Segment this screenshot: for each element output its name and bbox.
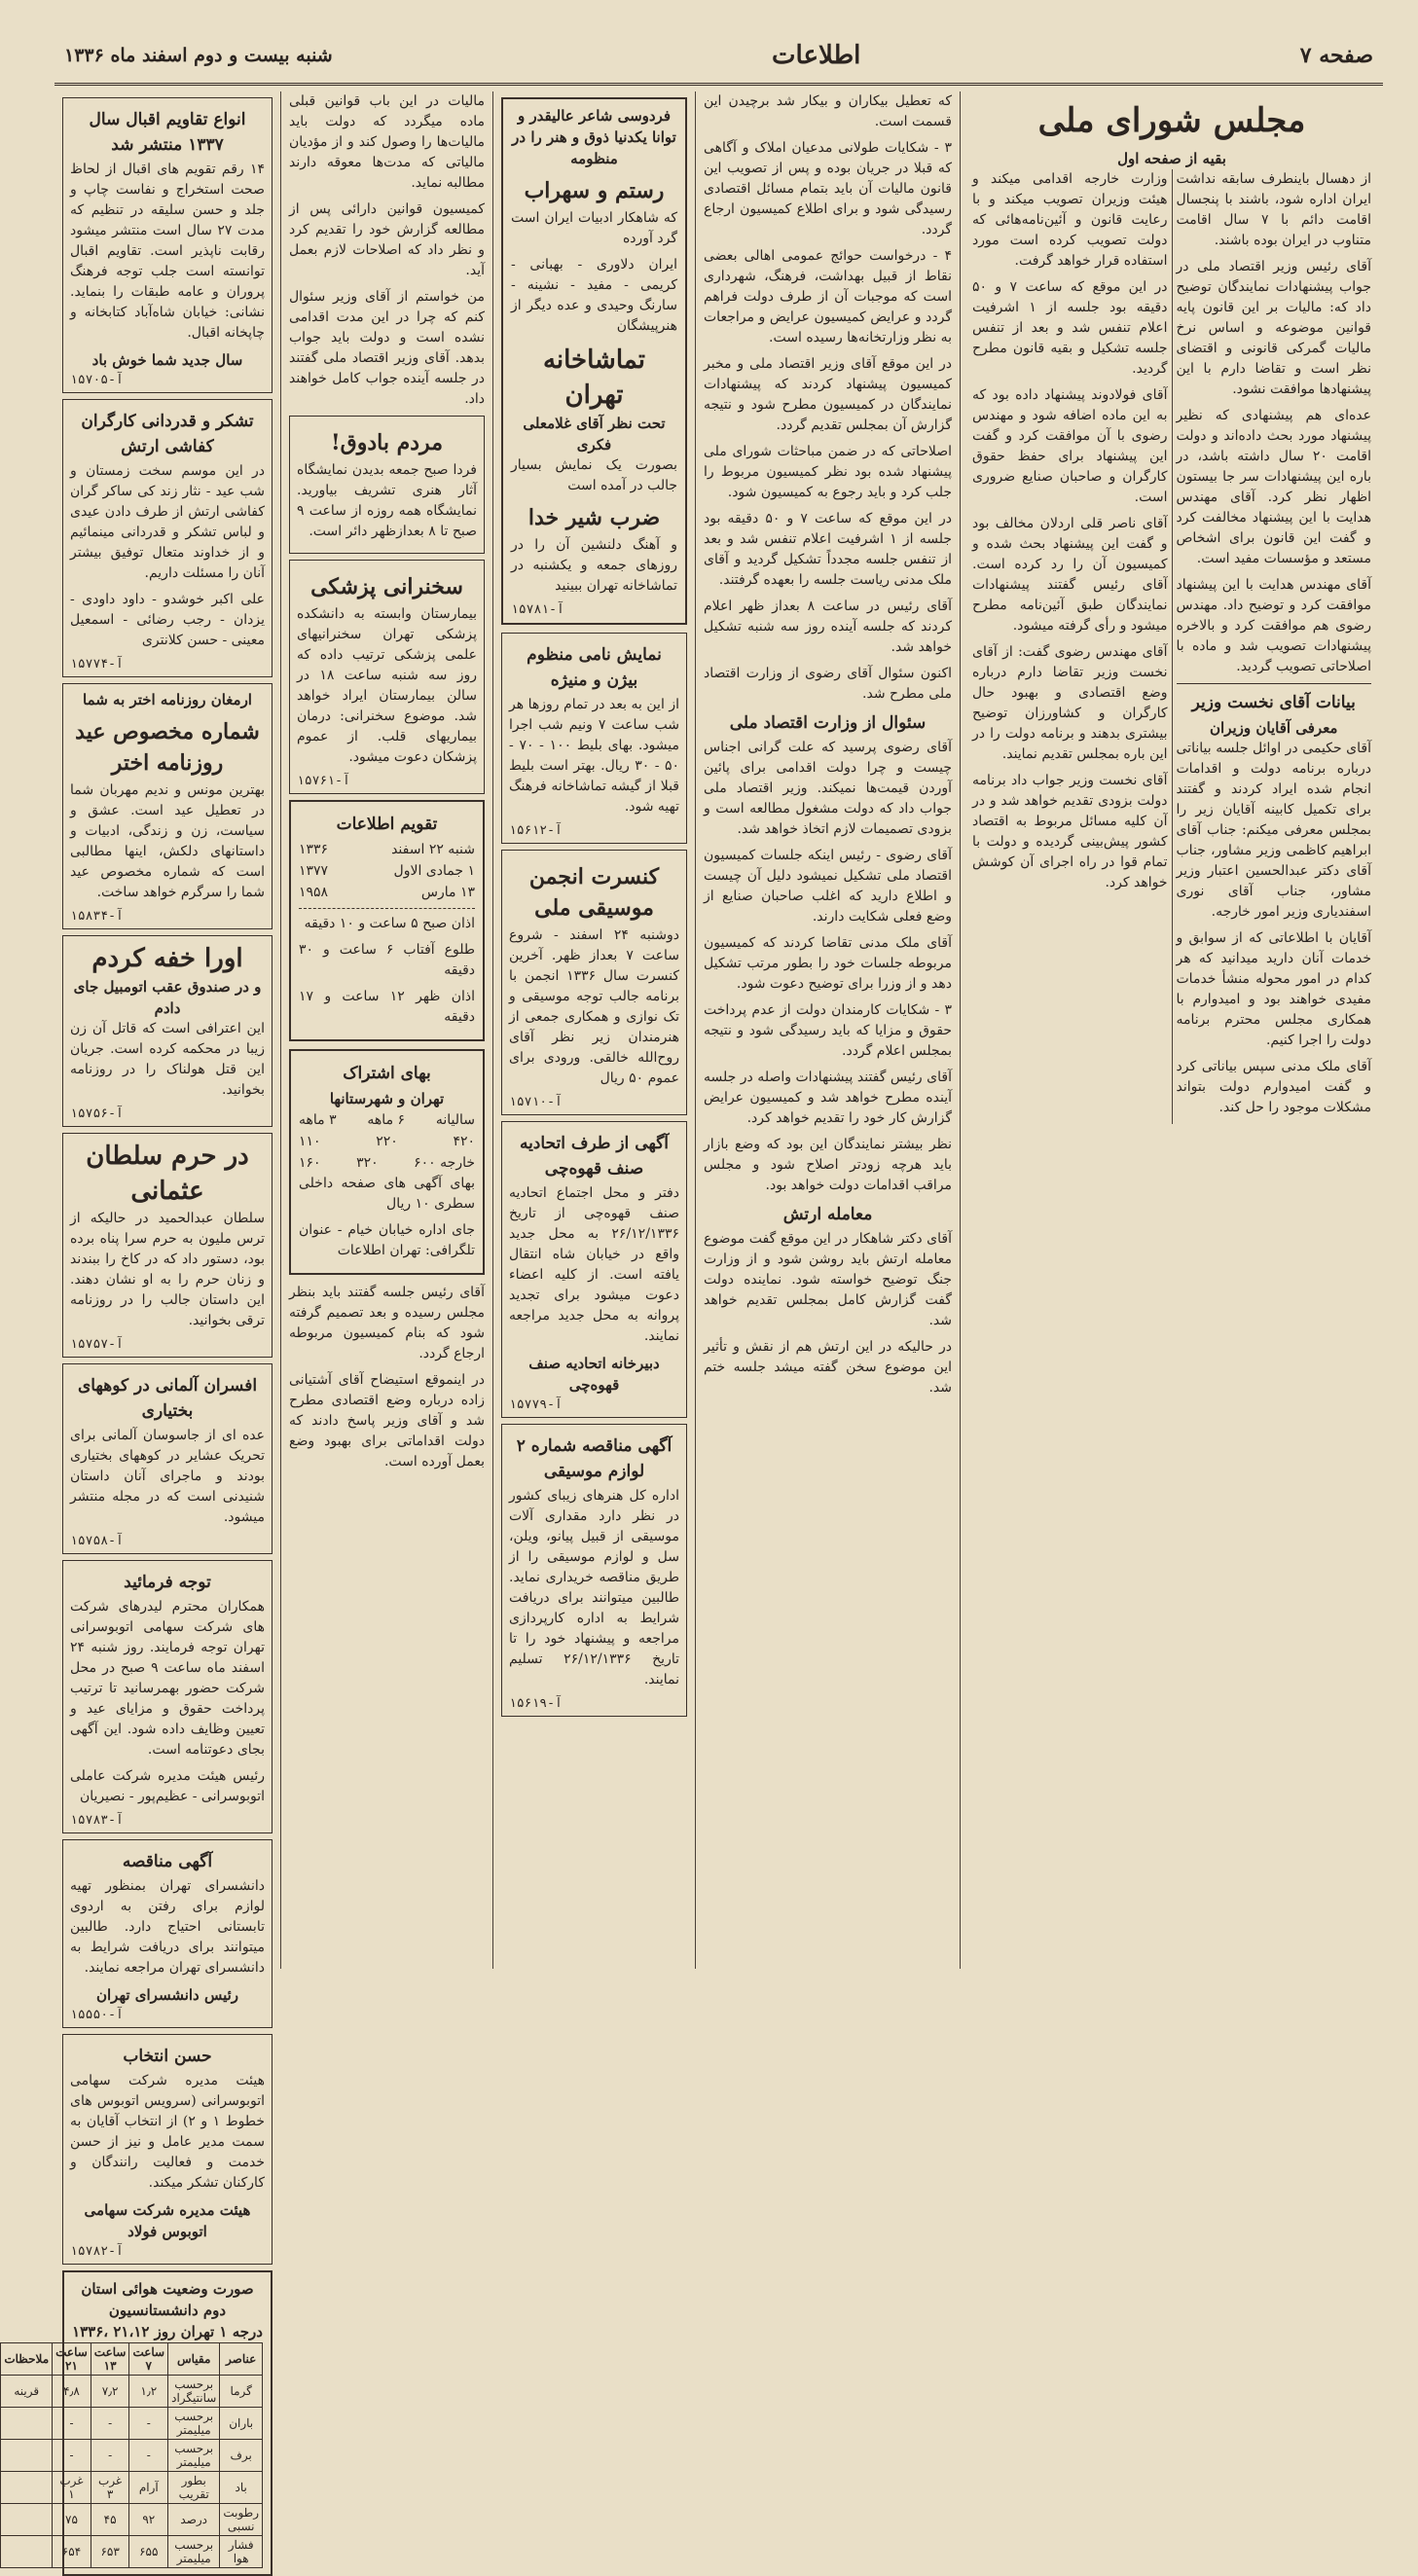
prayer-time: اذان ظهر ۱۲ ساعت و ۱۷ دقیقه [299,989,475,1025]
article-paragraph: آقای رئیس در ساعت ۸ بعداز ظهر اعلام کردند که جلسه آینده روز سه شنبه تشکیل خواهد شد. [704,599,952,655]
officers-story-body: عده ای از جاسوسان آلمانی برای تحریک عشایر در کوههای بختیاری بودند و ماجرای آنان داستان شنیدنی است که در مجله منتشر میشود. [70,1428,265,1525]
theater-ad-line: فردوسی شاعر عالیقدر و توانا یکدنیا ذوق و هنر را در منظومه [512,107,676,167]
weather-cell: - [91,2408,129,2440]
weather-cell: ۷٫۲ [91,2376,129,2408]
weather-header: مقیاس [168,2343,220,2376]
weather-cell [1,2536,53,2568]
weather-report [4,2270,273,2576]
attention-ad-body: همکاران محترم لیدرهای شرکت های شرکت سهامی اتوبوسرانی تهران توجه فرمایند. روز شنبه ۲۴ اسفند ماه ساعت ۹ صبح در محل شرکت حضور بهمرسانید تا ترتیب پرداخت حقوق و مزایای عید و تعیین وظایف داده شود. این آگهی بجای دعوتنامه است. [70,1599,265,1758]
price-row [299,1152,475,1174]
play-ad-title: نمایش نامی منظوم بیژن و منیژه [527,645,662,690]
tender-ad-title: آگهی مناقصه [122,1852,213,1871]
columns [4,91,1383,2565]
eid-ad-line: ارمغان روزنامه اختر به شما [83,691,252,708]
weather-cell [1,2504,53,2536]
officers-story-ad [62,1363,273,1554]
subscription-subtitle: تهران و شهرستانها [329,1090,445,1107]
ad-code: آ-۱۵۷۸۳ [70,1813,124,1828]
ad-code: آ-۱۵۷۷۹ [509,1397,563,1412]
weather-header: ساعت ۷ [129,2343,168,2376]
article-paragraph: ۳ - شکایات طولانی مدعیان املاک و آگاهی که قبلا در جریان بوده و پس از تصویب این قانون مالیات آن باید بتمام مسائل اقتصادی رسیدگی شود و برای اطلاع کمیسیون ارجاع گردد. [704,140,952,237]
column-misc [280,91,492,1969]
attention-ad-title: توجه فرمائید [124,1573,211,1592]
weather-cell: - [91,2440,129,2472]
price-cell: ۳۲۰ [356,1155,379,1171]
weather-row [1,2472,263,2504]
article-paragraph: آقای دکتر شاهکار در این موقع گفت موضوع معامله ارتش باید روشن شود و از وزارت جنگ توضیح خواسته شود. نماینده دولت گفت گزارش کامل بمجلس تقدیم خواهد شد. [704,1231,952,1328]
tender-ad-sign: رئیس دانشسرای تهران [95,1986,239,2004]
lecture-body: بیمارستان وابسته به دانشکده پزشکی تهران سخنرانیهای علمی پزشکی ترتیب داده که روز سه شنبه ساعت ۱۸ در سالن بیمارستان ایراد خواهد شد. موضوع سخنرانی: درمان بیماریهای قلب. از عموم پزشکان دعوت میشود. [297,606,477,765]
price-cell: ۶ ماهه [367,1112,406,1128]
weather-header: عناصر [220,2343,263,2376]
notice-ad-body: هیئت مدیره شرکت سهامی اتوبوسرانی (سرویس اتوبوس های خطوط ۱ و ۲) از انتخاب آقایان به سمت مدیر عامل و نیز از حسن خدمت و فعالیت رانندگان و کارکنان تشکر میکند. [70,2073,265,2191]
theater-ad-line: که شاهکار ادبیات ایران است گرد آورده [511,210,677,246]
eid-issue-ad [62,683,273,929]
article-paragraph: آقای فولادوند پیشنهاد داده بود که به این ماده اضافه شود و مهندس رضوی با آن موافقت کرد و گفت این پیشنهاد برای حفظ حقوق کارگران و صاحبان صنایع ضروری است. [972,387,1168,505]
article-paragraph: که تعطیل بیکاران و بیکار شد برچیدن این قسمت است. [704,93,952,129]
price-cell: ۴۲۰ [453,1134,475,1149]
weather-cell: - [53,2408,91,2440]
weather-header: ساعت ۱۳ [91,2343,129,2376]
calendar-date: ۱ جمادی الاول [393,863,475,879]
calendar-publisher-ad [62,97,273,393]
exhibition-title: مردم بادوق! [331,430,443,455]
ad-code: آ-۱۵۷۸۲ [70,2244,124,2259]
weather-cell: باران [220,2408,263,2440]
article-paragraph: آقای نخست وزیر جواب داد برنامه دولت بزودی تقدیم خواهد شد و در آن کلیه مسائل مربوط به اقتصاد کشور پیش‌بینی گردیده و دولت با تمام قوا در راه اجرای آن کوشش خواهد کرد. [972,773,1168,890]
crime-story-title: اورا خفه کردم [91,944,243,973]
weather-cell: قرینه [1,2376,53,2408]
calendar-year: ۱۳۷۷ [299,863,329,879]
office-address: جای اداره خیابان خیام - عنوان تلگرافی: تهران اطلاعات [299,1222,475,1258]
subscription-title: بهای اشتراک [343,1064,431,1083]
weather-cell: باد [220,2472,263,2504]
attention-ad-sign: رئیس هیئت مدیره شرکت عاملی اتوبوسرانی - عظیم‌پور - نصیریان [70,1768,265,1804]
weather-cell [1,2440,53,2472]
theater-ad-line: بصورت یک نمایش بسیار جالب در آمده است [511,457,677,493]
ad-code: آ-۱۵۸۳۴ [70,909,124,924]
weather-cell: ۴٫۸ [53,2376,91,2408]
ad-code: آ-۱۵۷۵۷ [70,1337,124,1352]
harem-story-body: سلطان عبدالحمید در حالیکه از ترس ملیون به حرم سرا پناه برده بود، دستور داد که در کاخ را ببندند و زنان حرم را به او نشان دهند. این داستان جالب را در روزنامه ترقی بخوانید. [70,1211,265,1328]
price-cell: ۲۲۰ [376,1134,398,1149]
weather-title: صورت وضعیت هوائی استان دوم دانشستانسیون [81,2280,254,2319]
calendar-row [299,839,475,860]
exhibition-body: فردا صبح جمعه بدیدن نمایشگاه آثار هنری تشریف بیاورید. نمایشگاه همه روزه از ساعت ۹ صبح تا ۸ بعدازظهر دائر است. [297,462,477,539]
crime-story-ad [62,935,273,1127]
weather-header-row [1,2343,263,2376]
article-paragraph: آقای مهندس رضوی گفت: از آقای نخست وزیر تقاضا دارم درباره وضع اقتصادی و بهبود حال کارگران و کشاورزان توضیح بیشتری بدهند و برنامه دولت را در این باره بمجلس تقدیم نمایند. [972,644,1168,762]
article-paragraph: در این موقع آقای وزیر اقتصاد ملی و مخبر کمیسیون پیشنهاد کردند که پیشنهادات نمایندگان در کمیسیون مطرح شود و نتیجه گزارش آن بمجلس تقدیم گردد. [704,356,952,433]
column-ads [4,91,280,2565]
column-parliament [960,91,1383,1969]
article-paragraph: در اینموقع استیضاح آقای آشتیانی زاده درباره وضع اقتصادی مطرح شد و آقای وزیر پاسخ دادند که دولت اقداماتی برای بهبود وضع بعمل آورده است. [289,1372,485,1469]
theater-director: تحت نظر آقای غلامعلی فکری [523,415,666,454]
weather-row [1,2536,263,2568]
column-continued [695,91,960,1969]
weather-cell: ۶۵۴ [53,2536,91,2568]
article-paragraph: مالیات در این باب قوانین قبلی ماده میگردد که دولت باید مالیات‌ها را وصول کند و از مؤدیان مالیاتی که مدت‌ها معوقه دارند مطالبه نماید. [289,93,485,191]
article-paragraph: آقای رضوی - رئیس اینکه جلسات کمیسیون اقتصاد ملی تشکیل نمیشود دلیل آن چیست و اطلاع دارید که اغلب صاحبان صنایع از وضع فعلی شکایت دارند. [704,848,952,925]
article-paragraph: آقای رئیس وزیر اقتصاد ملی در جواب پیشنهادات نمایندگان توضیح داد که: مالیات بر این قانون پایه قوانین موضوعه و اساس نرخ مالیات گمرکی قانونی و اقتضای نظر است و تقاضا دارم با این پیشنهادها موافقت نشود. [1176,259,1371,397]
masthead [55,27,1383,86]
ad-code: آ-۱۵۵۵۰ [70,2008,124,2022]
weather-cell: برحسب میلیمتر [168,2408,220,2440]
play-title: ضرب شیر خدا [527,505,661,530]
weather-cell: ۷۵ [53,2504,91,2536]
price-cell: ۳ ماهه [299,1112,337,1128]
ad-code: آ-۱۵۷۵۸ [70,1534,124,1548]
music-tender-ad [501,1424,687,1717]
weather-cell: ۴۵ [91,2504,129,2536]
calendar-ad-title: انواع تقاویم اقبال سال ۱۳۳۷ منتشر شد [89,110,246,155]
ad-code: آ-۱۵۷۱۰ [509,1095,563,1109]
harem-story-ad [62,1133,273,1358]
calendar-box [289,800,485,1041]
price-row [299,1109,475,1131]
section-title-economy: سئوال از وزارت اقتصاد ملی [729,713,927,733]
weather-row [1,2440,263,2472]
article-paragraph: آقای حکیمی در اوائل جلسه بیاناتی درباره برنامه دولت و اقدامات انجام شده ایراد کردند و گفتند برای تکمیل کابینه آقایان زیر را بمجلس معرفی میکنم: جناب آقای ابراهیم کاظمی وزیر مشاور، جناب آقای دکتر عبدالحسین اعتبار وزیر مشاور، جناب آقای نوری اسفندیاری وزیر امور خارجه. [1176,741,1371,920]
price-cell: ۱۱۰ [299,1134,321,1149]
issue-date: شنبه بیست و دوم اسفند ماه ۱۳۳۶ [64,44,333,66]
article-paragraph: ۳ - شکایات کارمندان دولت از عدم پرداخت حقوق و مزایا که باید رسیدگی شود و نتیجه بمجلس اعلام گردد. [704,1002,952,1059]
weather-cell: گرما [220,2376,263,2408]
theater-name: تماشاخانه تهران [542,345,646,410]
parliament-subcol-b [968,169,1173,1124]
section-divider [1177,683,1372,684]
weather-row [1,2504,263,2536]
union-ad [501,1121,687,1418]
weather-cell: آرام [129,2472,168,2504]
article-paragraph: آقای مهندس هدایت با این پیشنهاد موافقت کرد و توضیح داد. مهندس رضوی هم موافقت کرد و بالاخره پیشنهادات تصویب شد و ماده با اصلاحاتی تصویب گردید. [1176,577,1371,674]
article-paragraph: ۴ - درخواست حوائج عمومی اهالی بعضی نقاط از قبیل بهداشت، فرهنگ، شهرداری است که موجبات آن از طرف دولت فراهم گردد و عرایض کمیسیون عرایض و مراجعات به نظر وزارتخانه‌ها رسیده است. [704,248,952,345]
section-title-army-deal: معامله ارتش [782,1205,873,1224]
union-ad-title: آگهی از طرف اتحادیه صنف قهوه‌چی [519,1134,670,1179]
calendar-ad-body: ۱۴ رقم تقویم های اقبال از لحاظ صحت استخراج و نفاست چاپ و جلد و حسن سلیقه در تنظیم که مدت ۲۷ سال است منتشر میشود رقابت ناپذیر است. تقاویم اقبال توانسته است جلب توجه فرهنگ پروران و عامه طبقات را بنماید. نشانی: خیابان شاه‌آباد کتابخانه و چاپخانه اقبال. [70,162,265,341]
ad-code: آ-۱۵۶۱۹ [509,1696,563,1711]
weather-header: ملاحظات [1,2343,53,2376]
ad-code: آ-۱۵۷۰۵ [70,373,124,387]
weather-cell: برحسب میلیمتر [168,2536,220,2568]
weather-cell: غرب ۱ [53,2472,91,2504]
calendar-date: ۱۳ مارس [420,885,475,900]
calendar-ad-slogan: سال جدید شما خوش باد [91,351,243,369]
weather-cell: فشار هوا [220,2536,263,2568]
weather-cell: - [129,2440,168,2472]
weather-cell [1,2408,53,2440]
column-ads-culture [492,91,695,1969]
article-paragraph: در این موقع که ساعت ۷ و ۵۰ دقیقه بود جلسه از ۱ اشرفیت اعلام تنفس شد و بعد از تنفس جلسه مجدداً تشکیل گردید و آقای ملک مدنی ریاست جلسه را بعهده گرفتند. [704,511,952,588]
section-subtitle-pm: معرفی آقایان وزیران [1210,719,1338,737]
calendar-title: تقویم اطلاعات [336,815,438,834]
tender-ad [62,1839,273,2028]
subscription-box [289,1049,485,1275]
price-row [299,1131,475,1152]
officers-story-title: افسران آلمانی در کوههای بختیاری [77,1376,258,1421]
lecture-ad [289,560,485,794]
article-paragraph: نظر بیشتر نمایندگان این بود که وضع بازار باید هرچه زودتر اصلاح شود و مجلس مراقب اقدامات دولت خواهد بود. [704,1137,952,1193]
weather-cell: درصد [168,2504,220,2536]
article-paragraph: اکنون سئوال آقای رضوی از وزارت اقتصاد ملی مطرح شد. [704,666,952,702]
calendar-year: ۱۹۵۸ [299,885,329,900]
lecture-title: سخنرانی پزشکی [310,574,463,599]
theater-ad-line: و آهنگ دلنشین آن را در روزهای جمعه و یکشنبه در تماشاخانه تهران ببینید [511,537,677,594]
article-paragraph: عده‌ای هم پیشنهادی که نظیر پیشنهاد مورد بحث داده‌اند و دولت اقامت ۲۰ سال داشته باشد، در باره این پیشنهادات سر جا بیستون اظهار نظر کرد. آقای مهندس هدایت با این پیشنهاد مخالفت کرد و گفت این قانون برای اشخاص مستعد و مؤسسات مفید است. [1176,408,1372,566]
page-number: صفحه ۷ [1299,42,1373,68]
weather-cell: - [53,2440,91,2472]
article-paragraph: در حالیکه در این ارتش هم از نقش و تأثیر این موضوع سخن گفته میشد جلسه ختم شد. [704,1339,952,1396]
weather-cell: غرب ۳ [91,2472,129,2504]
ad-code: آ-۱۵۷۷۴ [70,657,124,671]
weather-subtitle: درجه ۱ تهران روز ۲۱،۱۲ ،۱۳۳۶ [72,2323,263,2340]
weather-cell: برحسب سانتیگراد [168,2376,220,2408]
ad-code: آ-۱۵۷۶۱ [297,774,350,788]
parliament-subcol-a [1173,169,1376,1124]
ad-code: آ-۱۵۷۵۶ [70,1107,124,1121]
notice-ad-sign: هیئت مدیره شرکت سهامی اتوبوس فولاد [84,2201,251,2240]
thanks-ad [62,399,273,677]
article-paragraph: از دهسال باینطرف سابقه نداشت ایران اداره شود، باشند با پنجسال اقامت دائم با ۷ سال اقامت متناوب در ایران بوده باشند. [1176,171,1371,248]
article-paragraph: آقای رئیس جلسه گفتند باید بنظر مجلس رسیده و بعد تصمیم گرفته شود که بنام کمیسیون مربوطه ارجاع گردد. [289,1285,485,1361]
ad-price-note: بهای آگهی های صفحه داخلی سطری ۱۰ ریال [299,1176,475,1212]
section-title-pm: بیانات آقای نخست وزیر [1191,693,1356,712]
prayer-time: اذان صبح ۵ ساعت و ۱۰ دقیقه [304,916,475,931]
ad-code: آ-۱۵۶۱۲ [509,823,563,838]
price-cell: سالیانه [435,1112,475,1128]
union-ad-body: دفتر و محل اجتماع اتحادیه صنف قهوه‌چی از تاریخ ۲۶/۱۲/۱۳۳۶ به محل جدید واقع در خیابان شاه انتقال یافته است. از کلیه اعضاء دعوت میشود برای تجدید پروانه به محل جدید مراجعه نمایند. [509,1185,679,1344]
calendar-date: شنبه ۲۲ اسفند [391,842,475,857]
union-ad-sign: دبیرخانه اتحادیه صنف قهوه‌چی [528,1355,660,1394]
theater-ad [501,97,687,625]
newspaper-page [4,27,1383,2565]
article-paragraph: آقای ملک مدنی سپس بیاناتی کرد و گفت امیدوارم دولت بتواند مشکلات موجود را حل کند. [1176,1059,1371,1115]
weather-cell: بطور تقریب [168,2472,220,2504]
thanks-ad-body: در این موسم سخت زمستان و شب عید - نثار زند کی ساکر گران کفاشی ارتش از طرف دادن عیدی و لباس تشکر و قدردانی مینمائیم و از خداوند متعال توفیق بیشتر آنان را مسئلت داریم. [70,463,265,581]
article-paragraph: اصلاحاتی که در ضمن مباحثات شورای ملی پیشنهاد شده بود نظر کمیسیون مربوط را جلب کرد و باید رجوع به کمیسیون شود. [704,444,952,500]
harem-story-title: در حرم سلطان عثمانی [86,1142,249,1206]
theater-ad-title: رستم و سهراب [524,178,665,203]
notice-ad [62,2034,273,2265]
article-paragraph: من خواستم از آقای وزیر سئوال کنم که چرا در این مدت اقدامی نشده است و دولت باید جواب بدهد. آقای وزیر اقتصاد ملی گفتند در جلسه آینده جواب کامل خواهند داد. [289,289,485,407]
weather-row [1,2376,263,2408]
weather-row [1,2408,263,2440]
weather-table-body [1,2376,263,2568]
calendar-row [299,860,475,882]
article-paragraph: وزارت خارجه اقدامی میکند و هیئت وزیران تصویب میکند و با رعایت قانون و آئین‌نامه‌هائی که دولت تصویب کرده است مورد استفاده قرار خواهد گرفت. [972,171,1168,269]
concert-ad [501,850,687,1115]
play-ad [501,633,687,844]
concert-title: کنسرت انجمن موسیقی ملی [528,864,660,921]
paper-name: اطلاعات [772,40,861,70]
attention-ad [62,1560,273,1833]
weather-header: ساعت ۲۱ [53,2343,91,2376]
weather-cell: - [129,2408,168,2440]
thanks-ad-names: علی اکبر خوشدو - داود داودی - یزدان - رجب رضائی - اسمعیل معینی - حسن کلانتری [70,592,265,648]
calendar-row [299,882,475,903]
article-paragraph: در این موقع که ساعت ۷ و ۵۰ دقیقه بود جلسه از ۱ اشرفیت اعلام تنفس شد و بعد از تنفس جلسه تشکیل و بقیه قانون مطرح گردید. [972,279,1168,377]
prayer-time: طلوع آفتاب ۶ ساعت و ۳۰ دقیقه [299,942,475,978]
article-paragraph: آقای ناصر قلی اردلان مخالف بود و گفت این پیشنهاد بحث شده و کمیسیون آن را رد کرده است. آقای رئیس گفتند پیشنهادات نمایندگان طبق آئین‌نامه مطرح میشود و رأی گرفته میشود. [972,516,1168,634]
article-title-parliament: مجلس شورای ملی [1037,101,1306,140]
tender-ad-body: دانشسرای تهران بمنظور تهیه لوازم برای رفتن به اردوی تابستانی احتیاج دارد. طالبین میتوانند برای دریافت شرایط به دانشسرای تهران مراجعه نمایند. [70,1878,265,1976]
weather-cell: برف [220,2440,263,2472]
weather-cell: ۱٫۲ [129,2376,168,2408]
weather-table [0,2342,263,2568]
article-paragraph: آقای ملک مدنی تقاضا کردند که کمیسیون مربوطه جلسات خود را بطور مرتب تشکیل دهد و از وزرا برای توضیح دعوت شود. [704,935,952,992]
article-paragraph: آقایان با اطلاعاتی که از سوابق و خدمات آنان دارید میدانید که هر کدام در امور محوله منشأ خدمات مفیدی خواهند بود و امیدوارم با همکاری مجلس محترم برنامه دولت را اجرا کنیم. [1176,930,1371,1048]
article-paragraph: کمیسیون قوانین دارائی پس از مطالعه گزارش خود را تقدیم کرد و نظر داد که اصلاحات لازم بعمل آید. [289,201,485,278]
exhibition-ad [289,416,485,554]
eid-ad-title: شماره مخصوص عید روزنامه اختر [75,719,260,776]
price-cell: ۱۶۰ [299,1155,321,1171]
notice-ad-title: حسن انتخاب [123,2047,212,2066]
divider [299,908,475,909]
play-ad-body: از این به بعد در تمام روزها هر شب ساعت ۷ ونیم شب اجرا میشود. بهای بلیط ۱۰۰ - ۷۰ - ۵۰ - ۳۰ ریال. بهتر است بلیط قبلا از گیشه تماشاخانه فرهنگ تهیه شود. [509,697,679,815]
thanks-ad-title: تشکر و قدردانی کارگران کفاشی ارتش [81,412,254,456]
eid-ad-body: بهترین مونس و ندیم مهربان شما در تعطیل عید است. عشق و سیاست، زن و زندگی، ادبیات و داستانهای دلکش، اینها مطالبی است که شماره مخصوص عید شما را سرگرم خواهد ساخت. [70,782,265,900]
article-paragraph: آقای رئیس گفتند پیشنهادات واصله در جلسه آینده مطرح خواهد شد و کمیسیون عرایض گزارش کار خود را تقدیم خواهد کرد. [704,1070,952,1126]
crime-story-body: این اعترافی است که قاتل آن زن زیبا در محکمه کرده است. جریان این قتل هولناک را در روزنامه بخوانید. [70,1021,265,1098]
weather-cell: ۶۵۳ [91,2536,129,2568]
ad-code: آ-۱۵۷۸۱ [511,602,564,617]
article-subtitle: بقیه از صفحه اول [1117,150,1226,167]
weather-cell: رطوبت نسبی [220,2504,263,2536]
crime-story-sub: و در صندوق عقب اتومبیل جای دادم [73,978,262,1017]
article-paragraph: آقای رضوی پرسید که علت گرانی اجناس چیست و چرا دولت اقدامی برای پائین آوردن قیمت‌ها نمیکند. وزیر اقتصاد ملی جواب داد که دولت مشغول مطالعه است و بزودی تصمیمات لازم اتخاذ خواهد شد. [704,740,952,837]
weather-cell [1,2472,53,2504]
theater-ad-line: ایران دلاوری - بهبانی - کریمی - مفید - نشینه - سارنگ وحیدی و عده دیگر از هنرپیشگان [511,257,677,334]
calendar-year: ۱۳۳۶ [299,842,329,857]
price-cell: خارجه ۶۰۰ [414,1155,475,1171]
music-tender-body: اداره کل هنرهای زیبای کشور در نظر دارد مقداری آلات موسیقی از قبیل پیانو، ویلن، سل و لوازم موسیقی را از طریق مناقصه خریداری نماید. طالبین میتوانند برای دریافت شرایط به اداره کارپردازی مراجعه و پیشنهاد خود را تا تاریخ ۲۶/۱۲/۱۳۳۶ تسلیم نمایند. [509,1488,680,1687]
weather-cell: ۹۲ [129,2504,168,2536]
concert-body: دوشنبه ۲۴ اسفند - شروع ساعت ۷ بعداز ظهر. آخرین کنسرت سال ۱۳۳۶ انجمن با برنامه جالب توجه موسیقی و تک نوازی و همکاری جمعی از هنرمندان زیر نظر آقای روح‌الله خالقی. ورودی برای عموم ۵۰ ریال [509,927,680,1086]
parliament-subcolumns [968,169,1375,1124]
weather-cell: برحسب میلیمتر [168,2440,220,2472]
music-tender-title: آگهی مناقصه شماره ۲ لوازم موسیقی [516,1436,673,1481]
weather-cell: ۶۵۵ [129,2536,168,2568]
